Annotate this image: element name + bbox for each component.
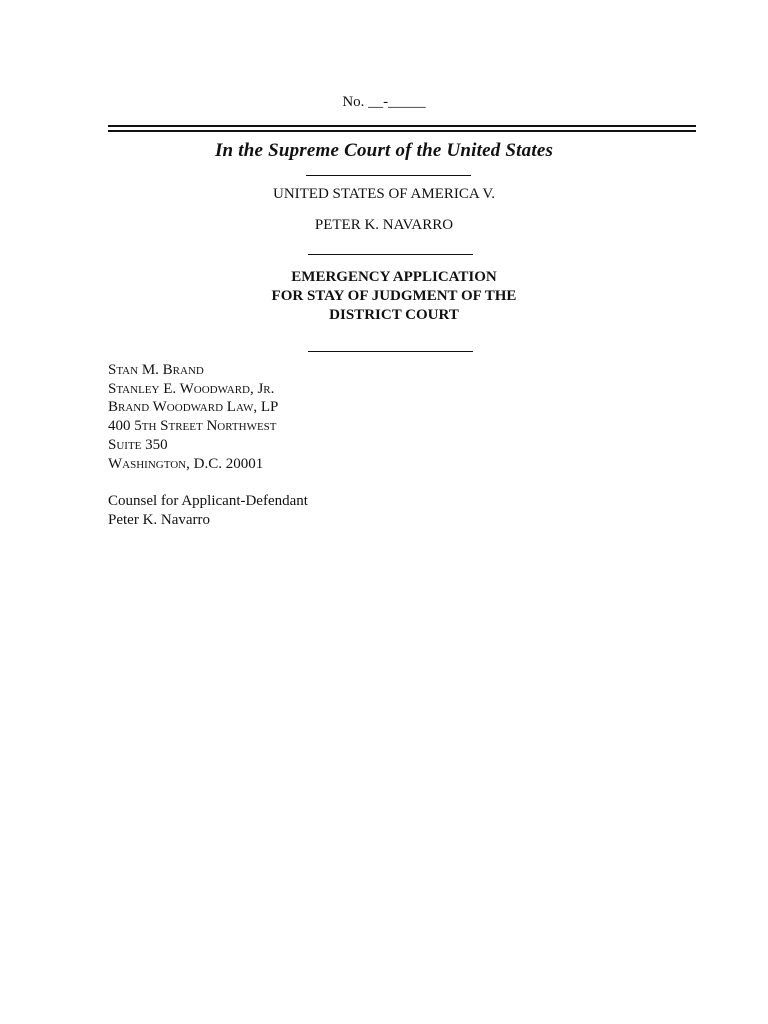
case-caption-plaintiff: UNITED STATES OF AMERICA V.: [272, 186, 496, 202]
docket-number: No. __-_____: [342, 94, 426, 110]
client-name: Peter K. Navarro: [108, 511, 211, 528]
case-caption-defendant: PETER K. NAVARRO: [314, 217, 454, 233]
divider-rule: [308, 254, 473, 255]
counsel-designation: [108, 492, 308, 529]
divider-rule: [308, 351, 473, 352]
address-city: Washington, D.C. 20001: [108, 455, 264, 472]
document-title: [0, 268, 768, 325]
divider-rule: [306, 175, 471, 176]
document-title-line: EMERGENCY APPLICATION: [291, 269, 497, 285]
address-street: 400 5th Street Northwest: [108, 418, 277, 435]
address-suite: Suite 350: [108, 436, 168, 453]
court-heading: In the Supreme Court of the United States: [214, 140, 554, 161]
double-rule-bottom: [108, 130, 696, 132]
document-title-line: FOR STAY OF JUDGMENT OF THE: [271, 288, 517, 304]
counsel-block: [108, 361, 278, 473]
counsel-role: Counsel for Applicant-Defendant: [108, 493, 308, 509]
double-rule-top: [108, 125, 696, 127]
document-title-line: DISTRICT COURT: [329, 307, 459, 323]
counsel-name: Stanley E. Woodward, Jr.: [108, 380, 275, 397]
counsel-name: Stan M. Brand: [108, 362, 204, 378]
firm-name: Brand Woodward Law, LP: [108, 399, 279, 416]
